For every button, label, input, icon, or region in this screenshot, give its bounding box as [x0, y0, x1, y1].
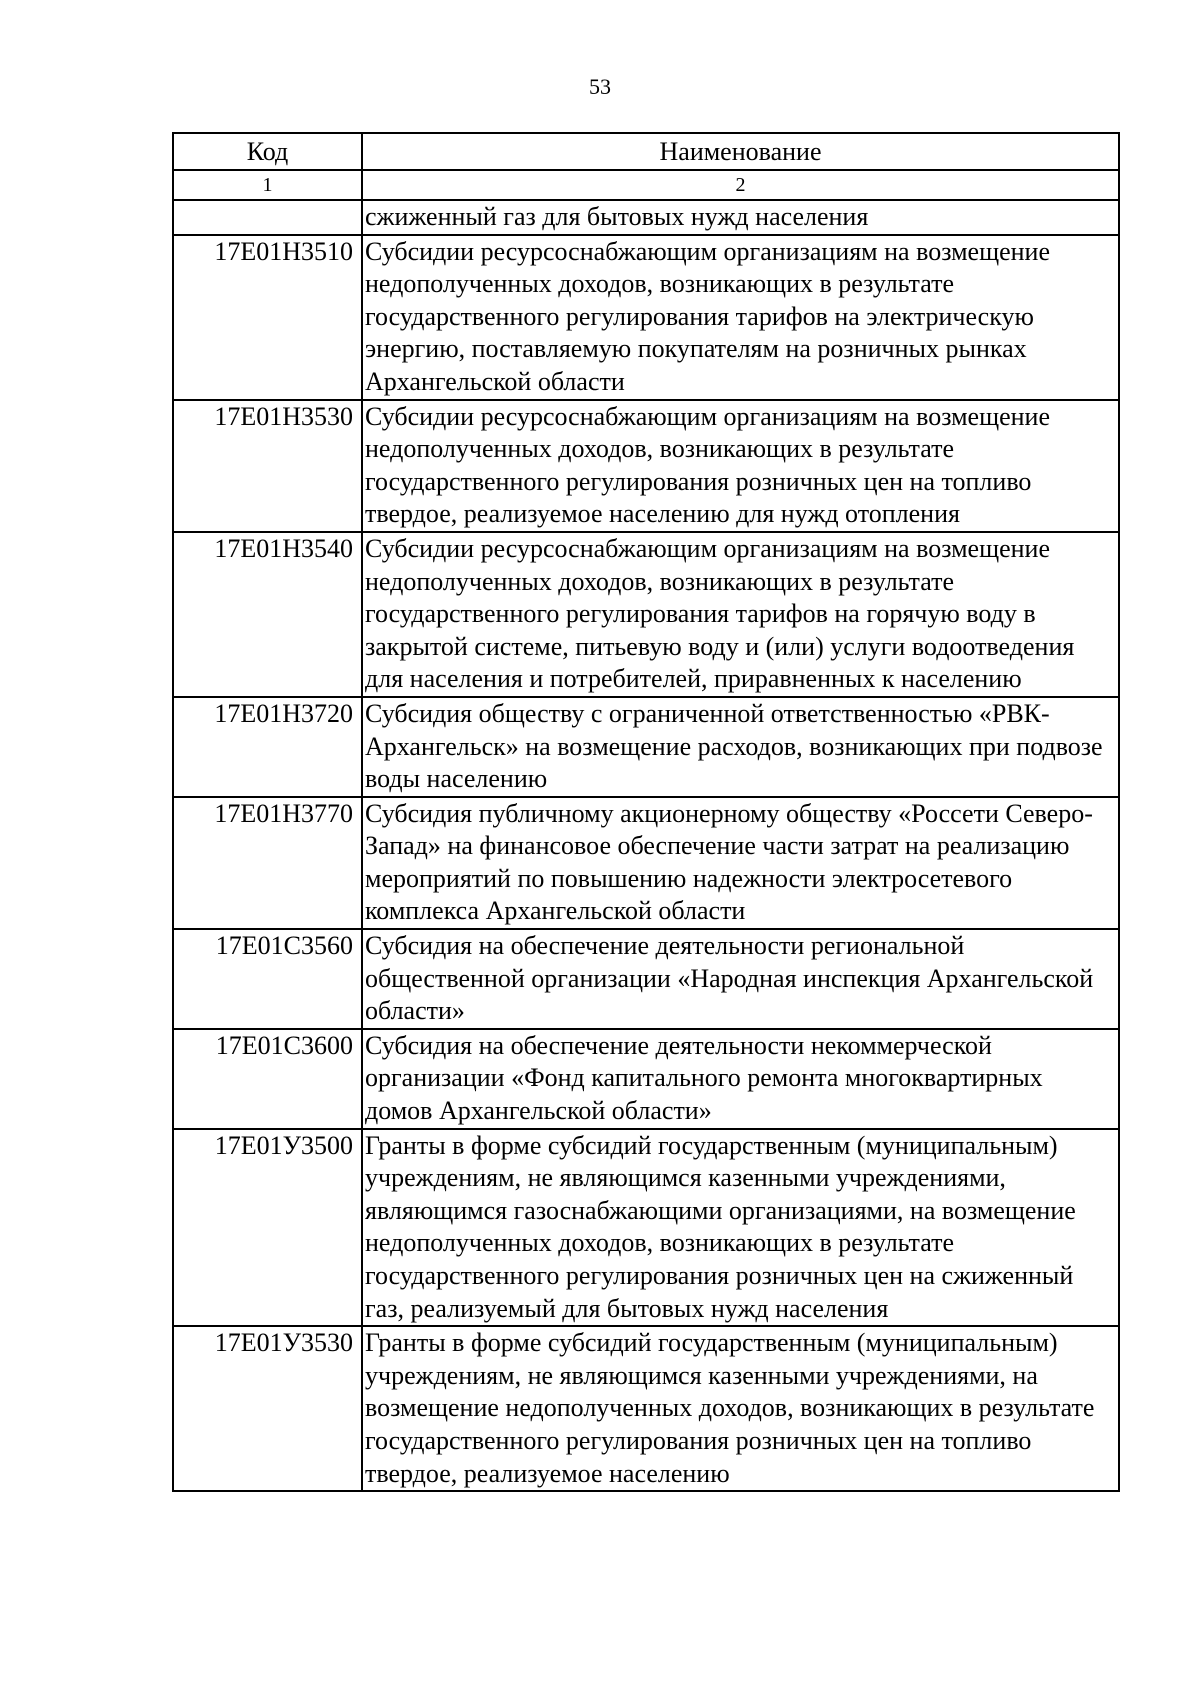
- row-code: 17Е01Н3540: [173, 532, 362, 697]
- row-code: [173, 200, 362, 235]
- page-number: 53: [589, 74, 611, 99]
- table-row: [173, 929, 1119, 1029]
- row-name: Субсидии ресурсоснабжающим организациям на возмещение недополученных доходов, возникающих в результате государственного регулирования тарифов на электрическую энергию, поставляемую покупателям на розничных рынках Архангельской области: [362, 235, 1119, 400]
- row-code: 17Е01С3560: [173, 929, 362, 1029]
- budget-codes-table: [172, 132, 1120, 1492]
- row-name: Субсидии ресурсоснабжающим организациям на возмещение недополученных доходов, возникающих в результате государственного регулирования розничных цен на топливо твердое, реализуемое населению для нужд отопления: [362, 400, 1119, 532]
- row-code: 17Е01С3600: [173, 1029, 362, 1129]
- table-row: [173, 1326, 1119, 1491]
- row-name: Субсидия на обеспечение деятельности некоммерческой организации «Фонд капитального ремонта многоквартирных домов Архангельской области»: [362, 1029, 1119, 1129]
- row-name: Субсидия публичному акционерному обществу «Россети Северо-Запад» на финансовое обеспечение части затрат на реализацию мероприятий по повышению надежности электросетевого комплекса Архангельской области: [362, 797, 1119, 929]
- table-row: [173, 400, 1119, 532]
- row-name: Гранты в форме субсидий государственным (муниципальным) учреждениям, не являющимся казенными учреждениями, на возмещение недополученных доходов, возникающих в результате государственного регулирования розничных цен на топливо твердое, реализуемое населению: [362, 1326, 1119, 1491]
- column-header-code: Код: [173, 133, 362, 170]
- row-name: Субсидия на обеспечение деятельности региональной общественной организации «Народная инспекция Архангельской области»: [362, 929, 1119, 1029]
- table-row: [173, 1029, 1119, 1129]
- table-row: [173, 532, 1119, 697]
- row-code: 17Е01Н3510: [173, 235, 362, 400]
- row-code: 17Е01Н3770: [173, 797, 362, 929]
- table-row: [173, 200, 1119, 235]
- row-code: 17Е01У3530: [173, 1326, 362, 1491]
- row-name: Субсидия обществу с ограниченной ответственностью «РВК-Архангельск» на возмещение расходов, возникающих при подвозе воды населению: [362, 697, 1119, 797]
- column-number-name: 2: [362, 170, 1119, 200]
- table-row: [173, 235, 1119, 400]
- row-name: Субсидии ресурсоснабжающим организациям на возмещение недополученных доходов, возникающих в результате государственного регулирования тарифов на горячую воду в закрытой системе, питьевую воду и (или) услуги водоотведения для населения и потребителей, приравненных к населению: [362, 532, 1119, 697]
- column-number-code: 1: [173, 170, 362, 200]
- row-name: сжиженный газ для бытовых нужд населения: [362, 200, 1119, 235]
- column-header-name: Наименование: [362, 133, 1119, 170]
- row-code: 17Е01У3500: [173, 1129, 362, 1327]
- row-code: 17Е01Н3720: [173, 697, 362, 797]
- row-name: Гранты в форме субсидий государственным (муниципальным) учреждениям, не являющимся казенными учреждениями, являющимся газоснабжающими организациями, на возмещение недополученных доходов, возникающих в результате государственного регулирования розничных цен на сжиженный газ, реализуемый для бытовых нужд населения: [362, 1129, 1119, 1327]
- table-row: [173, 1129, 1119, 1327]
- row-code: 17Е01Н3530: [173, 400, 362, 532]
- header-row: [173, 133, 1119, 170]
- column-number-row: [173, 170, 1119, 200]
- table-row: [173, 797, 1119, 929]
- table-row: [173, 697, 1119, 797]
